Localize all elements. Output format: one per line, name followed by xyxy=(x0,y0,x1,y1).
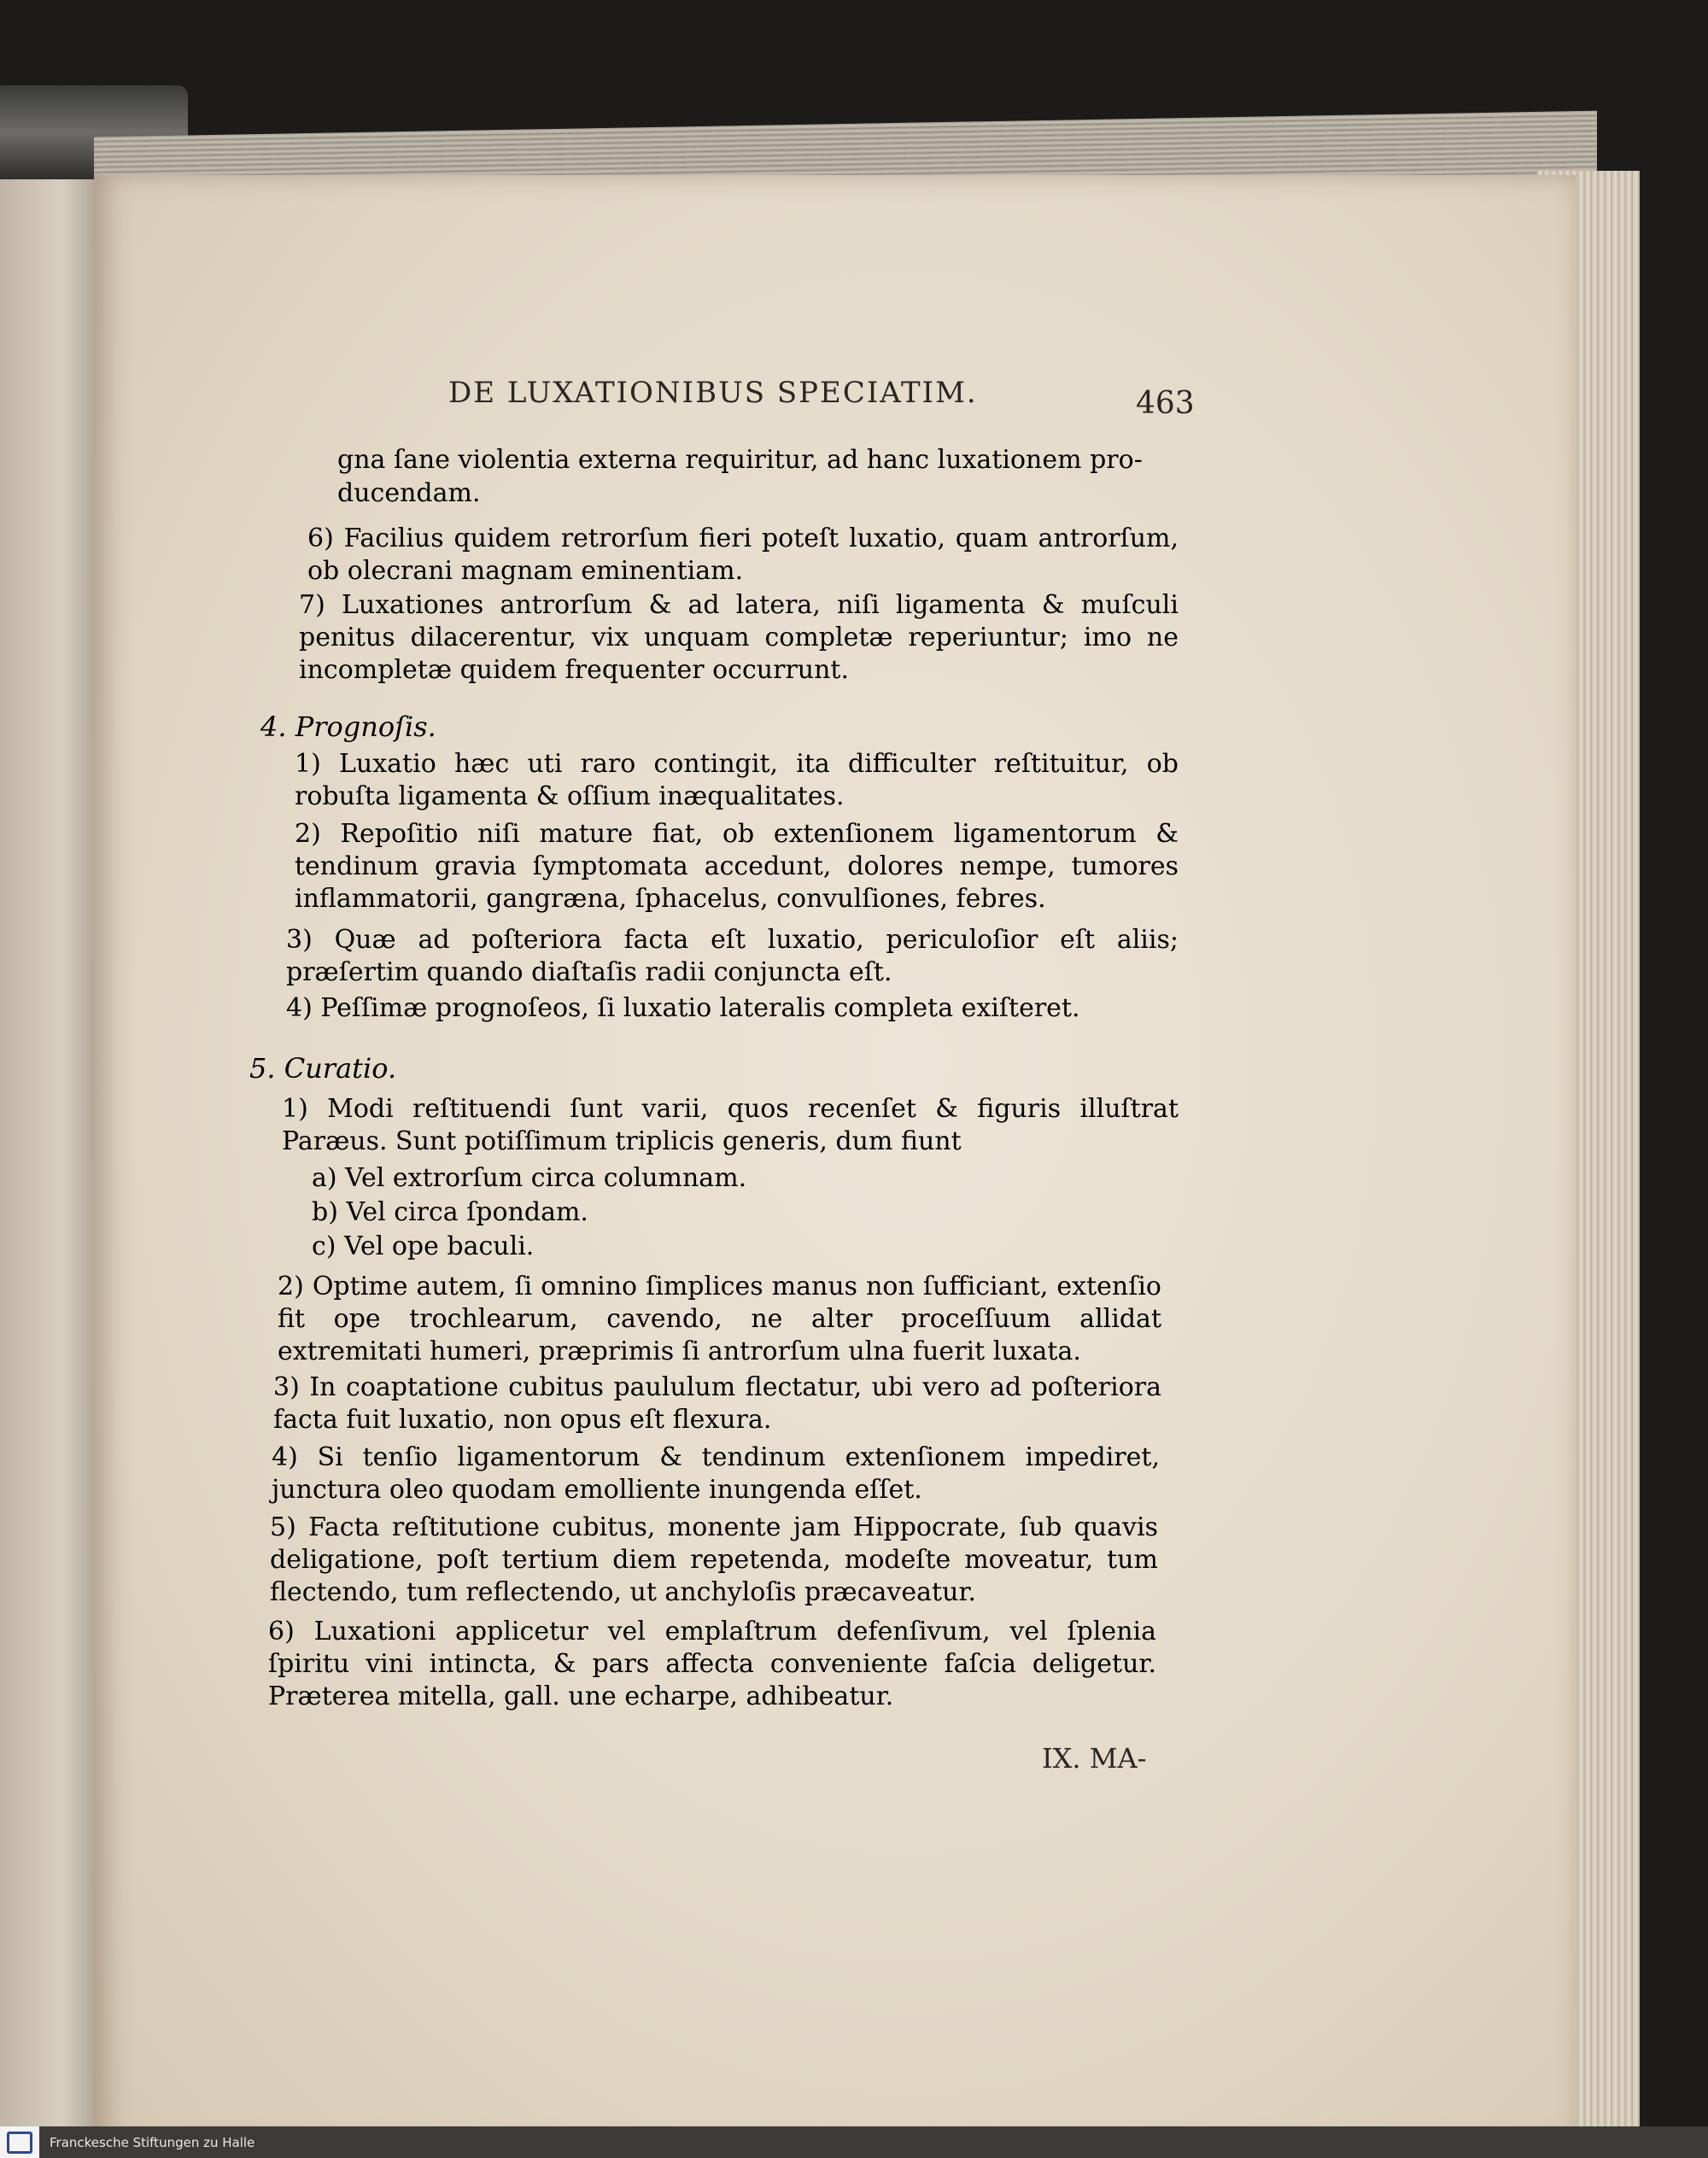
curatio-sub-b: b) Vel circa ſpondam. xyxy=(312,1197,588,1227)
opening-line-1: gna ſane violentia externa requiritur, ad hanc luxationem pro- xyxy=(337,445,1143,475)
curatio-item-1: 1) Modi reſtituendi ſunt varii, quos recenſet & figuris illuſtrat Paræus. Sunt potiſſimum triplicis generis, dum fiunt xyxy=(282,1094,1179,1156)
prognosis-heading: 4. Prognoſis. xyxy=(260,711,436,743)
page-number: 463 xyxy=(1136,386,1195,421)
curatio-item-2: 2) Optime autem, ſi omnino ſimplices manus non ſufficiant, extenſio fit ope trochlearum, cavendo, ne alter proceſſuum allidat extremitati humeri, præprimis ſi antrorſum ulna fuerit luxata. xyxy=(278,1272,1161,1366)
prognosis-item-2: 2) Repoſitio niſi mature fiat, ob extenſionem ligamentorum & tendinum gravia ſymptomata accedunt, dolores nempe, tumores inflammatorii, gangræna, ſphacelus, convulſiones, febres. xyxy=(295,819,1179,914)
curatio-sub-a: a) Vel extrorſum circa columnam. xyxy=(312,1163,747,1193)
catchword: IX. MA- xyxy=(1042,1742,1147,1775)
footer-text: Franckesche Stiftungen zu Halle xyxy=(50,2134,255,2150)
running-head: DE LUXATIONIBUS SPECIATIM. xyxy=(448,376,978,410)
curatio-item-6: 6) Luxationi applicetur vel emplaſtrum defenſivum, vel ſplenia ſpiritu vini intincta, & pars affecta conveniente faſcia deligetur. Præterea mitella, gall. une echarpe, adhibeatur. xyxy=(268,1617,1156,1711)
prognosis-item-3: 3) Quæ ad poſteriora facta eſt luxatio, periculoſior eſt aliis; præſertim quando diaſtaſis radii conjuncta eſt. xyxy=(286,925,1179,987)
curatio-heading: 5. Curatio. xyxy=(249,1052,397,1085)
item-6-top: 6) Facilius quidem retrorſum fieri poteſt luxatio, quam antrorſum, ob olecrani magnam eminentiam. xyxy=(307,523,1179,586)
item-7-top: 7) Luxationes antrorſum & ad latera, niſi ligamenta & muſculi penitus dilacerentur, vix unquam completæ reperiuntur; imo ne incompletæ quidem frequenter occurrunt. xyxy=(299,590,1179,685)
institution-logo-icon xyxy=(0,2126,39,2158)
footer-bar xyxy=(0,2126,1708,2158)
curatio-item-4: 4) Si tenſio ligamentorum & tendinum extenſionem impediret, junctura oleo quodam emolliente inungenda eſſet. xyxy=(272,1442,1160,1505)
prognosis-item-4: 4) Peſſimæ prognoſeos, ſi luxatio lateralis completa exiſteret. xyxy=(286,993,1080,1023)
curatio-item-3: 3) In coaptatione cubitus paululum flectatur, ubi vero ad poſteriora facta fuit luxatio, non opus eſt flexura. xyxy=(273,1372,1161,1435)
opening-line-2: ducendam. xyxy=(337,478,481,508)
curatio-item-5: 5) Facta reſtitutione cubitus, monente jam Hippocrate, ſub quavis deligatione, poſt tertium diem repetenda, modeſte moveatur, tum flectendo, tum reflectendo, ut anchyloſis præcaveatur. xyxy=(270,1512,1158,1607)
left-page-edge xyxy=(0,179,102,2143)
prognosis-item-1: 1) Luxatio hæc uti raro contingit, ita difficulter reſtituitur, ob robuſta ligamenta & oſſium inæqualitates. xyxy=(295,749,1179,811)
curatio-sub-c: c) Vel ope baculi. xyxy=(312,1231,535,1261)
